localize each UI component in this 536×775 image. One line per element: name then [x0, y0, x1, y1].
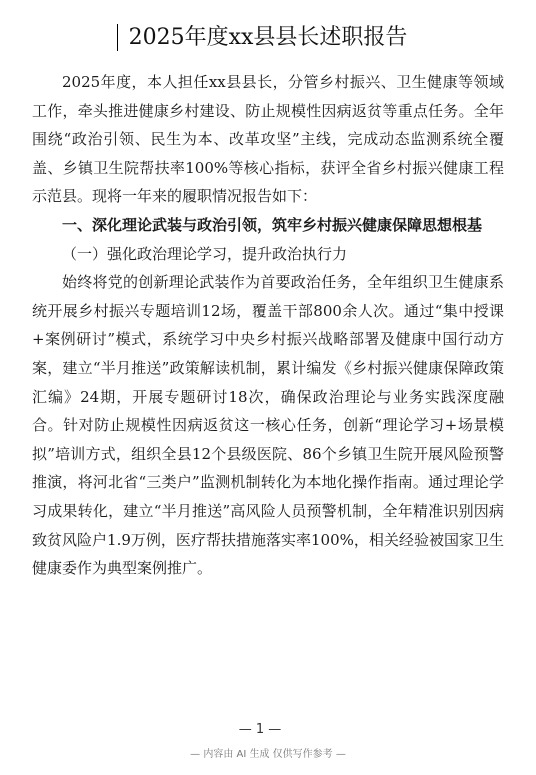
section-heading-1[interactable]: 一、深化理论武装与政治引领，筑牢乡村振兴健康保障思想根基: [62, 215, 483, 234]
page-title[interactable]: 2025年度xx县县长述职报告: [128, 25, 408, 50]
intro-paragraph[interactable]: 2025年度，本人担任xx县县长，分管乡村振兴、卫生健康等领域工作，牵头推进健康乡村建设、防止规模性因病返贫等重点任务。全年围绕“政治引领、民生为本、改革攻坚”主线，完成动态监测系统全覆盖、乡镇卫生院帮扶率100%等核心指标，获评全省乡村振兴健康工程示范县。现将一年来的履职情况报告如下：: [32, 73, 504, 206]
subsection-heading-1[interactable]: （一）强化政治理论学习，提升政治执行力: [62, 244, 348, 263]
body-paragraph-1[interactable]: 始终将党的创新理论武装作为首要政治任务，全年组织卫生健康系统开展乡村振兴专题培训12场，覆盖干部800余人次。通过“集中授课+案例研讨”模式，系统学习中央乡村振兴战略部署及健康中国行动方案，建立“半月推送”政策解读机制，累计编发《乡村振兴健康保障政策汇编》24期，开展专题研讨18次，确保政治理论与业务实践深度融合。针对防止规模性因病返贫这一核心任务，创新“理论学习+场景模拟”培训方式，组织全县12个县级医院、86个乡镇卫生院开展风险预警推演，将河北省“三类户”监测机制转化为本地化操作指南。通过理论学习成果转化，建立“半月推送”高风险人员预警机制，全年精准识别因病致贫风险户1.9万例，医疗帮扶措施落实率100%，相关经验被国家卫生健康委作为典型案例推广。: [32, 273, 504, 578]
ai-generated-note: — 内容由 AI 生成 仅供写作参考 —: [190, 749, 346, 760]
page-number: — 1 —: [238, 722, 282, 737]
document-body[interactable]: [32, 68, 504, 583]
